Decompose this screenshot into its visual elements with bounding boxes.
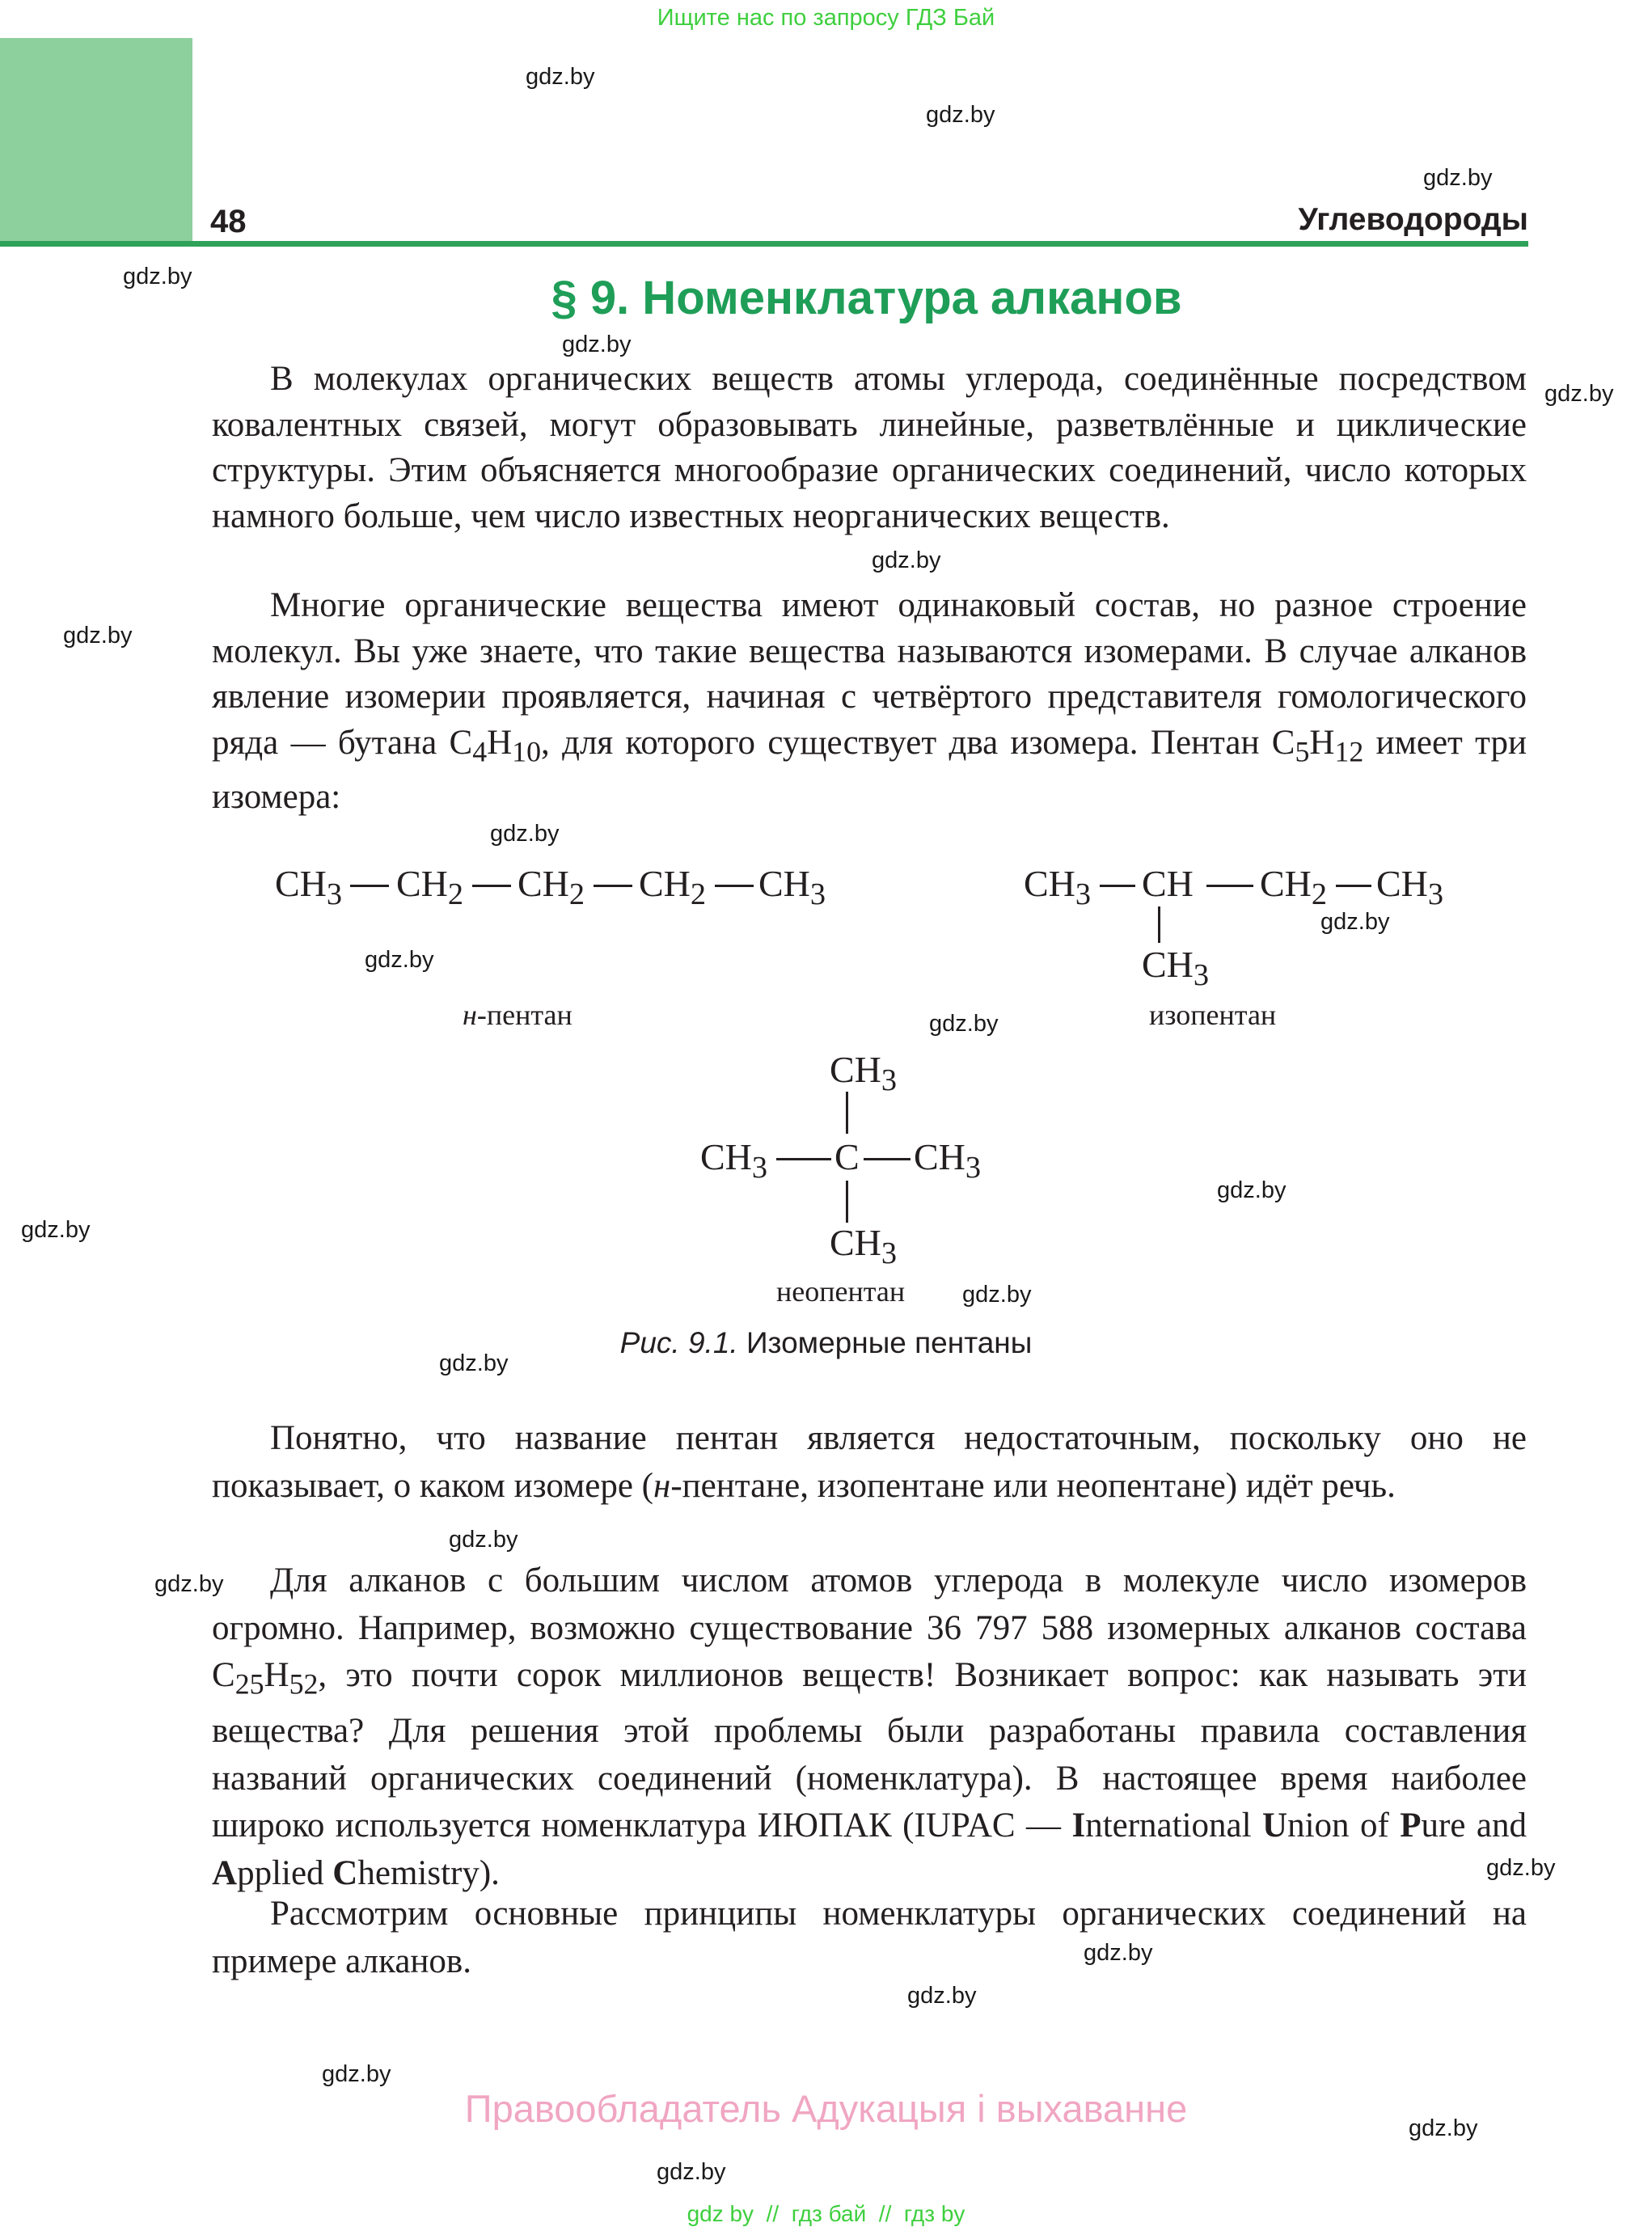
bond — [350, 885, 389, 887]
text-run: H — [487, 723, 513, 762]
watermark: gdz.by — [21, 1217, 91, 1243]
text-run: U — [1262, 1807, 1288, 1845]
figure-caption: Рис. 9.1. Изомерные пентаны — [619, 1326, 1033, 1359]
text-run: -пентане, изопентане или неопентане) идёт речь. — [670, 1466, 1396, 1505]
watermark: gdz.by — [1544, 381, 1614, 407]
bond — [1158, 906, 1160, 943]
paragraph-5-text: Рассмотрим основные принципы номенклатуры органических соединений на примере алканов. — [212, 1895, 1527, 1980]
subscript: 4 — [472, 735, 488, 768]
n-pentane-name: н-пентан — [463, 999, 572, 1031]
paragraph-2 — [212, 583, 1527, 820]
bond — [1206, 885, 1253, 887]
subscript: 52 — [289, 1667, 319, 1701]
footer-links[interactable]: gdz by // гдз бай // гдз by — [687, 2201, 965, 2226]
bond — [1100, 885, 1135, 887]
text-run: nion of — [1287, 1807, 1401, 1845]
text-run: имеет три изомера: — [212, 723, 1527, 816]
watermark: gdz.by — [926, 102, 995, 128]
paragraph-2-text — [212, 583, 1527, 820]
bond — [715, 885, 754, 887]
bond — [846, 1092, 848, 1134]
watermark: gdz.by — [1217, 1177, 1287, 1203]
bond — [472, 885, 511, 887]
top-banner[interactable]: Ищите нас по запросу ГДЗ Бай — [657, 5, 995, 31]
bond — [594, 885, 632, 887]
watermark: gdz.by — [872, 547, 941, 573]
text-run: C — [332, 1853, 358, 1892]
text-run: н — [653, 1466, 671, 1505]
bond — [864, 1158, 911, 1160]
watermark: gdz.by — [1084, 1940, 1153, 1966]
text-run: Понятно, что название пентан является недостаточным, поскольку оно не показывает, о каком изомере ( — [212, 1419, 1527, 1505]
ch-group: $CH_3$ — [830, 1222, 898, 1271]
watermark: gdz.by — [657, 2159, 726, 2185]
text-run: pplied — [237, 1853, 333, 1892]
paragraph-5 — [212, 1891, 1527, 1985]
paragraph-3-text — [212, 1415, 1527, 1510]
neopentane-name: неопентан — [776, 1275, 906, 1308]
text-run: Для алканов с большим числом атомов углерода в молекуле число изомеров огромно. Например, возможно существование 36 797 588 изомерных алканов состава C — [212, 1561, 1527, 1694]
ch-group: $CH_3$ — [914, 1136, 982, 1185]
text-run: ure and — [1421, 1807, 1527, 1845]
text-run: H — [1309, 723, 1335, 762]
ch-group: CH — [1142, 863, 1194, 904]
watermark: gdz.by — [322, 2061, 391, 2087]
isopentane-name: изопентан — [1149, 999, 1277, 1031]
text-run: , для которого существует два изомера. Пентан C — [541, 723, 1295, 762]
ch-group: $CH_3$ — [1024, 863, 1092, 912]
ch-group: $CH_3$ — [275, 863, 343, 912]
watermark: gdz.by — [439, 1350, 509, 1376]
ch-group: $CH_3$ — [700, 1136, 768, 1185]
watermark: gdz.by — [1423, 165, 1493, 191]
text-run: P — [1400, 1807, 1422, 1845]
watermark: gdz.by — [562, 332, 632, 357]
isopentane-formula — [1024, 862, 1477, 999]
bond — [1336, 885, 1371, 887]
paragraph-4 — [212, 1557, 1527, 1897]
ch-group: $CH_3$ — [1142, 944, 1210, 993]
ch-group: $CH_2$ — [639, 863, 707, 912]
subscript: 25 — [234, 1667, 264, 1701]
paragraph-1 — [212, 357, 1527, 539]
ch-group: $CH_2$ — [396, 863, 464, 912]
ch-group: $CH_3$ — [758, 863, 826, 912]
text-run: A — [212, 1853, 238, 1892]
section-title: § 9. Номенклатура алканов — [551, 272, 1182, 324]
watermark: gdz.by — [490, 821, 560, 847]
n-pentane-formula — [275, 862, 841, 911]
neopentane-formula — [700, 1048, 1008, 1271]
subscript: 5 — [1295, 735, 1310, 768]
bond — [846, 1181, 848, 1223]
carbon-center: C — [834, 1136, 860, 1177]
running-head: Углеводороды — [1298, 202, 1528, 237]
ch-group: $CH_2$ — [518, 863, 585, 912]
text-run: I — [1071, 1807, 1086, 1845]
paragraph-3 — [212, 1415, 1527, 1510]
paragraph-1-text: В молекулах органических веществ атомы углерода, соединённые посредством ковалентных связей, могут образовывать линейные, разветвлённые и циклические структуры. Этим объясняется многообразие органических соединений, число которых намного больше, чем число известных неорганических веществ. — [212, 360, 1527, 535]
ch-group: $CH_3$ — [830, 1049, 898, 1098]
watermark: gdz.by — [962, 1282, 1032, 1308]
bond — [776, 1158, 831, 1160]
watermark: gdz.by — [123, 264, 192, 289]
watermark: gdz.by — [1320, 909, 1390, 935]
watermark: gdz.by — [1486, 1855, 1556, 1881]
watermark: gdz.by — [929, 1011, 999, 1037]
watermark: gdz.by — [365, 947, 434, 973]
text-run: nternational — [1085, 1807, 1263, 1845]
ch-group: $CH_3$ — [1376, 863, 1444, 912]
header-accent-block — [0, 38, 192, 242]
watermark: gdz.by — [526, 64, 595, 90]
watermark: gdz.by — [449, 1527, 518, 1553]
text-run: Многие органические вещества имеют одинаковый состав, но разное строение молекул. Вы уже знаете, что такие вещества называются изомерами. В случае алканов явление изомерии проявляется, начиная с четвёртого представителя гомологического ряда — бутана C — [212, 586, 1527, 762]
ch-group: $CH_2$ — [1260, 863, 1328, 912]
watermark: gdz.by — [63, 623, 133, 649]
copyright-notice: Правообладатель Адукацыя і выхаванне — [464, 2087, 1188, 2130]
watermark: gdz.by — [907, 1983, 977, 2009]
subscript: 10 — [512, 735, 541, 768]
text-run: , это почти сорок миллионов веществ! Возникает вопрос: как называть эти вещества? Для решения этой проблемы были разработаны правила составления названий органических соединений (номенклатура). В настоящее время наиболее широко используется номенклатура ИЮПАК (IUPAC — — [212, 1656, 1527, 1845]
text-run: H — [264, 1656, 289, 1694]
paragraph-4-text — [212, 1557, 1527, 1897]
page-number: 48 — [210, 204, 247, 239]
watermark: gdz.by — [1409, 2115, 1478, 2141]
watermark: gdz.by — [154, 1571, 224, 1597]
header-rule — [0, 241, 1528, 247]
subscript: 12 — [1334, 735, 1364, 768]
text-run: hemistry). — [357, 1853, 500, 1892]
